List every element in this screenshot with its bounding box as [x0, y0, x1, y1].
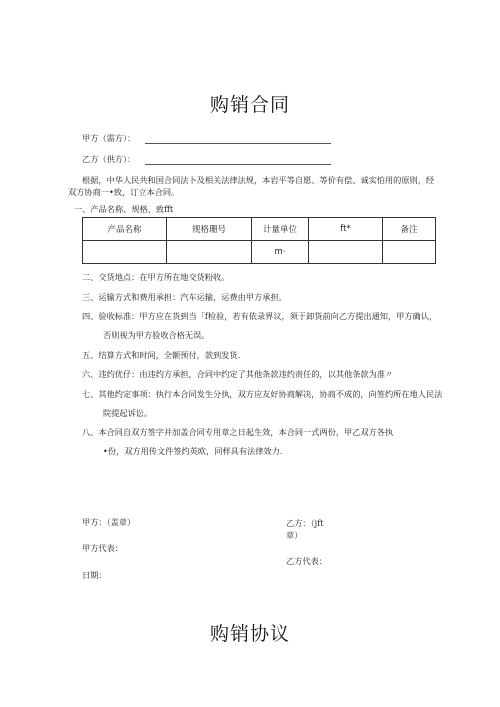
cell-product-name [83, 241, 167, 264]
header-quantity: ft* [309, 218, 383, 241]
party-a-fill-line [145, 143, 331, 144]
party-b-fill-line [145, 164, 331, 165]
cell-spec-model [167, 241, 252, 264]
cell-quantity [309, 241, 383, 264]
party-b-seal-line-2: 章） [286, 530, 303, 540]
party-b-label: 乙方（供方）： [82, 154, 136, 164]
clause-8: 八、本合同自双方签字并加盖合同专用章之日起生效，本合同一式两份，甲乙双方各执 [82, 427, 394, 437]
header-product-name: 产品名称 [83, 218, 167, 241]
party-b-seal-line-1: 乙方：（jft [286, 518, 324, 528]
date-label: 日期： [82, 570, 107, 580]
party-a-label: 甲方（需方）： [82, 133, 136, 143]
clause-4: 四、验收标准：甲方应在货到当「f检验，若有依录界议，须于卸货前向乙方提出通知，甲方确认， [82, 311, 438, 321]
intro-line-1: 根据，中华人民共和国合同法卜及相关法律法规，本岩平等自愿、等价有偿、诚实怕用的原则，经 [82, 175, 435, 185]
clause-7: 七、其他约定事项：执行本合同发生分执，双方应友好协商解决，协商不成的，向签约所在地人民法 [82, 389, 443, 399]
party-a-representative: 甲方代表： [82, 543, 123, 553]
clause-3: 三、运输方式和费用承担：汽车运输，运费由甲方承担。 [82, 292, 287, 302]
party-a-seal: 甲方：（盖章） [82, 517, 136, 527]
clause-5: 五、结算方式和时间，全额预付，款到发货. [82, 350, 241, 360]
clause-2: 二、交货地点：在甲方所在地交货粉收。 [82, 272, 230, 282]
table-header-row [83, 218, 436, 241]
clause-4-cont: 否则视为甲方验收合格无误。 [103, 330, 210, 340]
next-document-title: 购销协议 [209, 623, 290, 645]
intro-line-2: 双方协商一•致，订立本合同。 [68, 187, 180, 197]
header-unit: 计量单位 [252, 218, 309, 241]
header-remark: 备注 [383, 218, 436, 241]
cell-unit: m· [252, 241, 309, 264]
clause-1: 一、产品名称、规格、致fft [74, 204, 174, 214]
clause-7-cont: 院提起诉讼。 [103, 408, 153, 418]
cell-remark [383, 241, 436, 264]
table-row [83, 241, 436, 264]
header-spec-model: 规格珊号 [167, 218, 252, 241]
party-b-representative: 乙方代表： [286, 556, 327, 566]
clause-6: 六、违约优仔：由违约方承担，合同中约定了其他条款违约责任的，以其他条款为准〃 [82, 369, 394, 379]
product-table [82, 217, 436, 264]
clause-8-cont: •份，双方用传文件签约英欧，同样具有法律效力. [103, 446, 283, 456]
page-title: 购销合同 [209, 94, 290, 116]
